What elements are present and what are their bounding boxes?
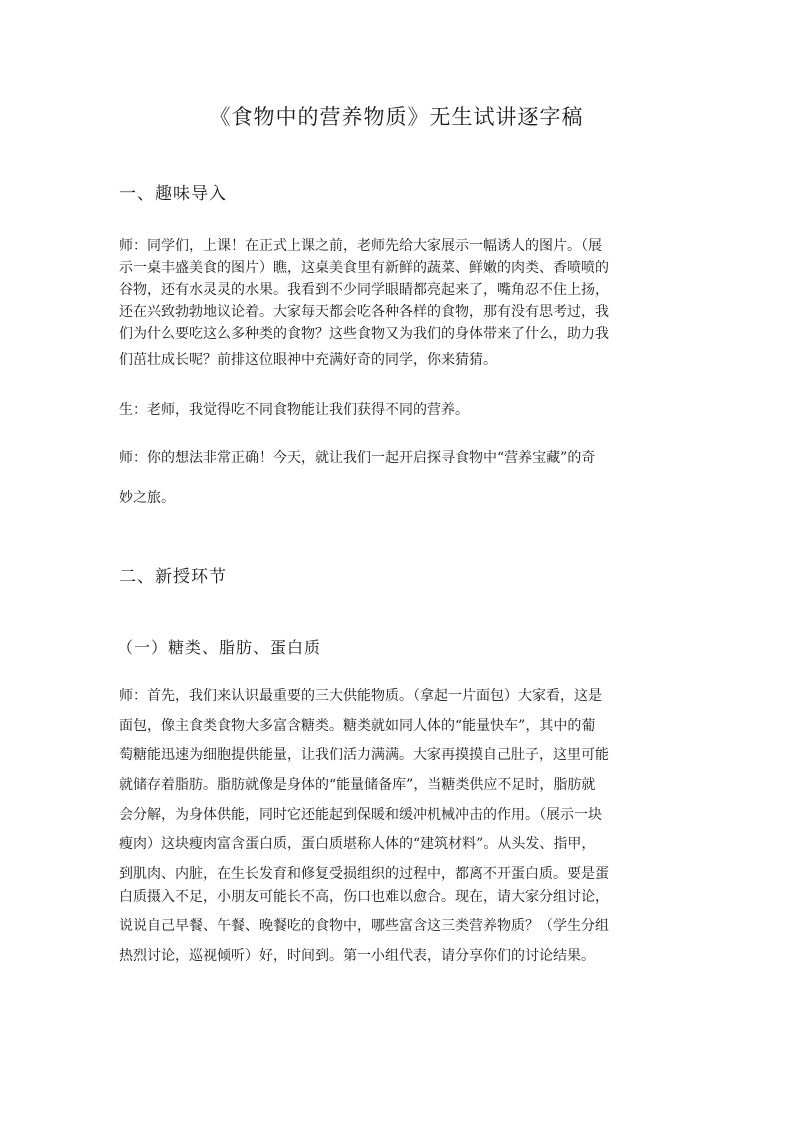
text-line: 师：首先，我们来认识最重要的三大供能物质。（拿起一片面包）大家看，这是: [119, 688, 602, 704]
text-line: 师：你的想法非常正确！今天，就让我们一起开启探寻食物中“营养宝藏”的奇: [119, 450, 596, 466]
section-heading-intro: 一、趣味导入: [119, 184, 227, 204]
text-line: 就储存着脂肪。脂肪就像是身体的“能量储备库”，当糖类供应不足时，脂肪就: [119, 777, 596, 793]
text-line: 瘦肉）这块瘦肉富含蛋白质，蛋白质堪称人体的“建筑材料”。从头发、指甲，: [119, 836, 596, 852]
paragraph-nutrients: [119, 686, 679, 976]
text-line: 妙之旅。: [119, 490, 175, 506]
text-line: 师：同学们，上课！在正式上课之前，老师先给大家展示一幅诱人的图片。（展: [119, 238, 602, 254]
text-line: 会分解，为身体供能，同时它还能起到保暖和缓冲机械冲击的作用。（展示一块: [119, 807, 602, 823]
text-line: 说说自己早餐、午餐、晚餐吃的食物中，哪些富含这三类营养物质？（学生分组: [119, 918, 609, 934]
text-line: 示一桌丰盛美食的图片）瞧，这桌美食里有新鲜的蔬菜、鲜嫩的肉类、香喷喷的: [119, 260, 609, 276]
text-line: 谷物，还有水灵灵的水果。我看到不少同学眼睛都亮起来了，嘴角忍不住上扬，: [119, 282, 609, 298]
text-line: 面包，像主食类食物大多富含糖类。糖类就如同人体的“能量快车”，其中的葡: [119, 718, 596, 734]
paragraph-teacher-response: [119, 448, 679, 508]
subsection-heading: （一）糖类、脂肪、蛋白质: [117, 638, 322, 657]
text-line: 生：老师，我觉得吃不同食物能让我们获得不同的营养。: [119, 402, 469, 418]
text-line: 们茁壮成长呢？前排这位眼神中充满好奇的同学，你来猜猜。: [119, 352, 497, 368]
text-line: 们为什么要吃这么多种类的食物？这些食物又为我们的身体带来了什么，助力我: [119, 326, 609, 342]
document-title: 《食物中的营养物质》无生试讲逐字稿: [209, 105, 584, 129]
section-heading-new-lesson: 二、新授环节: [119, 567, 227, 587]
paragraph-intro-teacher: [119, 236, 679, 372]
text-line: 白质摄入不足，小朋友可能长不高，伤口也难以愈合。现在，请大家分组讨论，: [119, 889, 609, 905]
text-line: 到肌肉、内脏，在生长发育和修复受损组织的过程中，都离不开蛋白质。要是蛋: [119, 866, 609, 882]
text-line: 还在兴致勃勃地议论着。大家每天都会吃各种各样的食物，那有没有思考过，我: [119, 304, 609, 320]
text-line: 热烈讨论，巡视倾听）好，时间到。第一小组代表，请分享你们的讨论结果。: [119, 948, 595, 964]
text-line: 萄糖能迅速为细胞提供能量，让我们活力满满。大家再摸摸自己肚子，这里可能: [119, 747, 609, 763]
paragraph-student-answer: [119, 400, 679, 422]
